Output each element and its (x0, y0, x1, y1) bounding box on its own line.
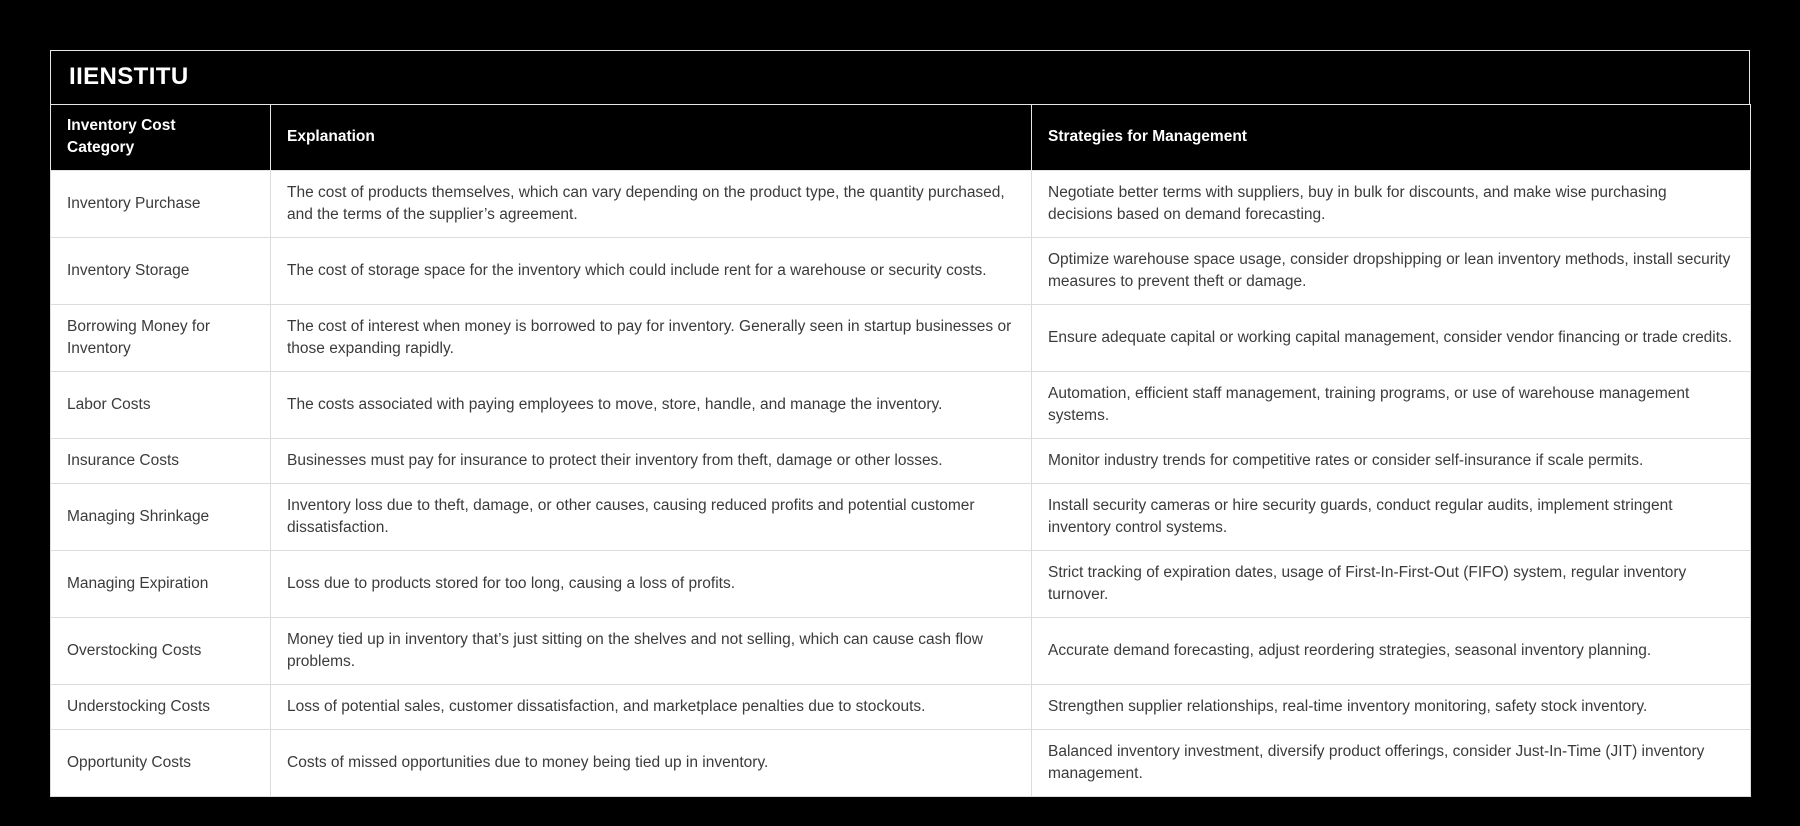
table-row (51, 237, 1751, 304)
strategy-cell: Automation, efficient staff management, training programs, or use of warehouse management systems. (1032, 371, 1751, 438)
column-header-strategies-label: Strategies for Management (1048, 128, 1247, 146)
strategy-cell: Optimize warehouse space usage, consider dropshipping or lean inventory methods, install security measures to prevent theft or damage. (1032, 237, 1751, 304)
strategy-cell: Strict tracking of expiration dates, usage of First-In-First-Out (FIFO) system, regular inventory turnover. (1032, 550, 1751, 617)
strategy-cell: Ensure adequate capital or working capital management, consider vendor financing or trade credits. (1032, 304, 1751, 371)
explanation-cell: The costs associated with paying employees to move, store, handle, and manage the inventory. (271, 371, 1032, 438)
explanation-cell: The cost of products themselves, which can vary depending on the product type, the quantity purchased, and the terms of the supplier’s agreement. (271, 170, 1032, 237)
category-cell: Opportunity Costs (51, 729, 271, 796)
table-body (51, 170, 1751, 796)
column-header-category (51, 105, 271, 171)
category-cell: Borrowing Money for Inventory (51, 304, 271, 371)
column-header-explanation (271, 105, 1032, 171)
category-cell: Inventory Storage (51, 237, 271, 304)
column-header-strategies (1032, 105, 1751, 171)
table-row (51, 550, 1751, 617)
table-row (51, 483, 1751, 550)
table-row (51, 729, 1751, 796)
explanation-cell: The cost of storage space for the inventory which could include rent for a warehouse or security costs. (271, 237, 1032, 304)
strategy-cell: Balanced inventory investment, diversify product offerings, consider Just-In-Time (JIT) inventory management. (1032, 729, 1751, 796)
header-row (51, 105, 1751, 171)
category-cell: Labor Costs (51, 371, 271, 438)
category-cell: Understocking Costs (51, 684, 271, 729)
column-header-explanation-label: Explanation (287, 128, 375, 146)
table-row (51, 170, 1751, 237)
strategy-cell: Negotiate better terms with suppliers, buy in bulk for discounts, and make wise purchasing decisions based on demand forecasting. (1032, 170, 1751, 237)
explanation-cell: Loss of potential sales, customer dissatisfaction, and marketplace penalties due to stockouts. (271, 684, 1032, 729)
table-row (51, 438, 1751, 483)
category-cell: Managing Shrinkage (51, 483, 271, 550)
column-header-category-label: Inventory Cost Category (67, 117, 176, 157)
strategy-cell: Monitor industry trends for competitive rates or consider self-insurance if scale permits. (1032, 438, 1751, 483)
explanation-cell: Inventory loss due to theft, damage, or other causes, causing reduced profits and potential customer dissatisfaction. (271, 483, 1032, 550)
strategy-cell: Install security cameras or hire security guards, conduct regular audits, implement stringent inventory control systems. (1032, 483, 1751, 550)
table-row (51, 684, 1751, 729)
explanation-cell: The cost of interest when money is borrowed to pay for inventory. Generally seen in startup businesses or those expanding rapidly. (271, 304, 1032, 371)
table-row (51, 617, 1751, 684)
explanation-cell: Businesses must pay for insurance to protect their inventory from theft, damage or other losses. (271, 438, 1032, 483)
explanation-cell: Loss due to products stored for too long, causing a loss of profits. (271, 550, 1032, 617)
explanation-cell: Costs of missed opportunities due to money being tied up in inventory. (271, 729, 1032, 796)
table-row (51, 304, 1751, 371)
category-cell: Insurance Costs (51, 438, 271, 483)
brand-title: IIENSTITU (50, 50, 1750, 104)
strategy-cell: Accurate demand forecasting, adjust reordering strategies, seasonal inventory planning. (1032, 617, 1751, 684)
category-cell: Inventory Purchase (51, 170, 271, 237)
table-row (51, 371, 1751, 438)
table-frame (50, 50, 1750, 797)
strategy-cell: Strengthen supplier relationships, real-time inventory monitoring, safety stock inventory. (1032, 684, 1751, 729)
category-cell: Managing Expiration (51, 550, 271, 617)
inventory-costs-table (50, 104, 1751, 797)
category-cell: Overstocking Costs (51, 617, 271, 684)
explanation-cell: Money tied up in inventory that’s just sitting on the shelves and not selling, which can cause cash flow problems. (271, 617, 1032, 684)
